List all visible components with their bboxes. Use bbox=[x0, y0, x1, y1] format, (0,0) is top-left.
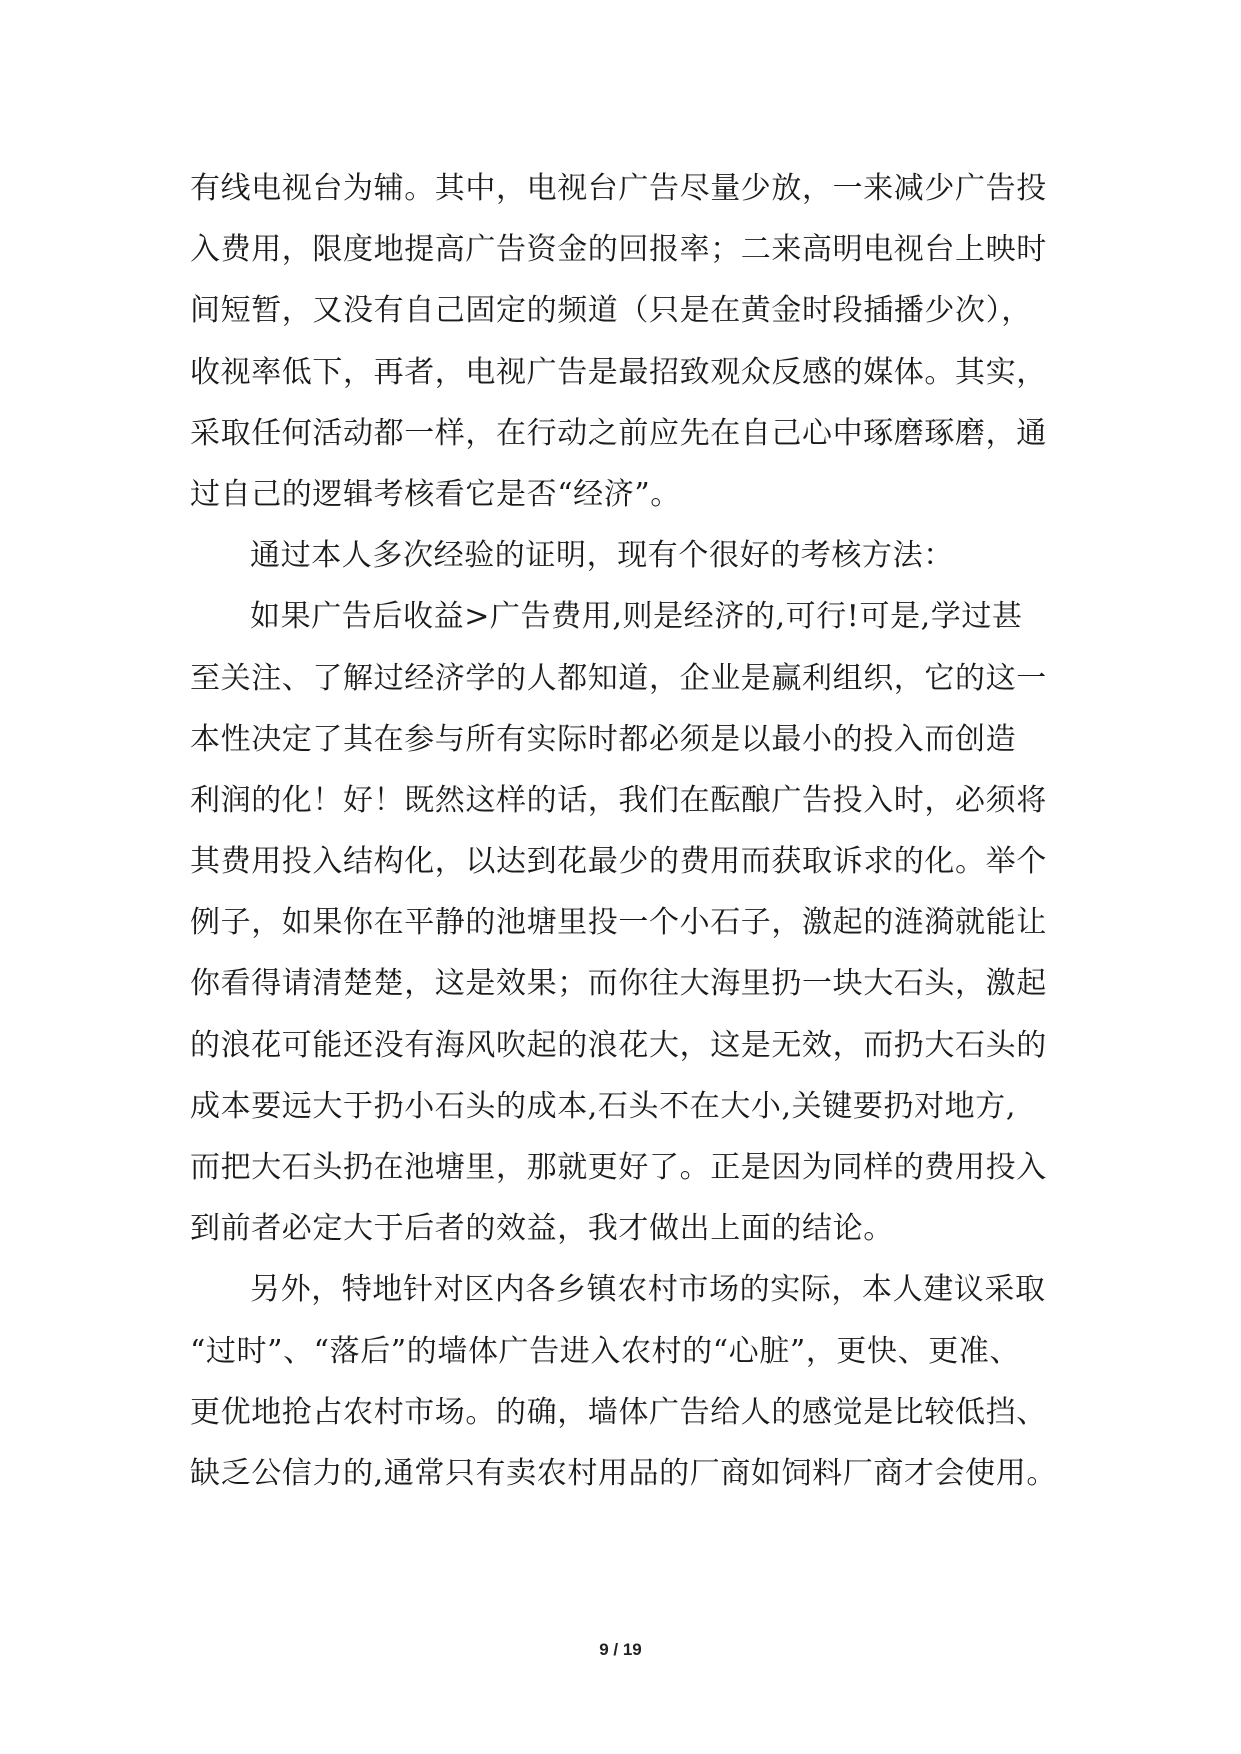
page-number: 9 / 19 bbox=[599, 1640, 642, 1659]
text-line: 收视率低下，再者，电视广告是最招致观众反感的媒体。其实， bbox=[190, 354, 1047, 390]
text-line: 有线电视台为辅。其中，电视台广告尽量少放，一来减少广告投 bbox=[190, 171, 1047, 206]
paragraph-first-line: 另外，特地针对区内各乡镇农村市场的实际，本人建议采取 bbox=[250, 1272, 1046, 1308]
text-line: 本性决定了其在参与所有实际时都必须是以最小的投入而创造 bbox=[190, 721, 1017, 757]
body-text bbox=[190, 158, 1060, 1504]
text-line: 缺乏公信力的,通常只有卖农村用品的厂商如饲料厂商才会使用。 bbox=[190, 1455, 1057, 1491]
text-line: 成本要远大于扔小石头的成本,石头不在大小,关键要扔对地方, bbox=[190, 1088, 1017, 1124]
text-line: “过时”、“落后”的墙体广告进入农村的“心脏”，更快、更准、 bbox=[190, 1333, 1021, 1369]
text-line: 过自己的逻辑考核看它是否“经济”。 bbox=[190, 476, 681, 512]
paragraph-first-line: 通过本人多次经验的证明，现有个很好的考核方法： bbox=[250, 538, 954, 574]
text-line: 而把大石头扔在池塘里，那就更好了。正是因为同样的费用投入 bbox=[190, 1150, 1047, 1185]
text-line: 例子，如果你在平静的池塘里投一个小石子，激起的涟漪就能让 bbox=[190, 905, 1047, 941]
text-line: 的浪花可能还没有海风吹起的浪花大，这是无效，而扔大石头的 bbox=[190, 1027, 1047, 1063]
text-line: 入费用，限度地提高广告资金的回报率；二来高明电视台上映时 bbox=[190, 232, 1047, 268]
text-line: 采取任何活动都一样，在行动之前应先在自己心中琢磨琢磨，通 bbox=[190, 415, 1047, 451]
text-line: 其费用投入结构化，以达到花最少的费用而获取诉求的化。举个 bbox=[190, 844, 1047, 880]
text-line: 间短暂，又没有自己固定的频道（只是在黄金时段插播少次）， bbox=[190, 293, 1032, 329]
text-line: 至关注、了解过经济学的人都知道，企业是赢利组织，它的这一 bbox=[190, 660, 1047, 696]
text-line: 到前者必定大于后者的效益，我才做出上面的结论。 bbox=[190, 1211, 894, 1247]
text-line: 利润的化！好！既然这样的话，我们在酝酿广告投入时，必须将 bbox=[190, 782, 1047, 818]
paragraph-first-line: 如果广告后收益>广告费用,则是经济的,可行!可是,学过甚 bbox=[250, 599, 1023, 635]
text-line: 更优地抢占农村市场。的确，墙体广告给人的感觉是比较低挡、 bbox=[190, 1394, 1047, 1430]
text-line: 你看得请清楚楚，这是效果；而你往大海里扔一块大石头，激起 bbox=[190, 966, 1047, 1002]
